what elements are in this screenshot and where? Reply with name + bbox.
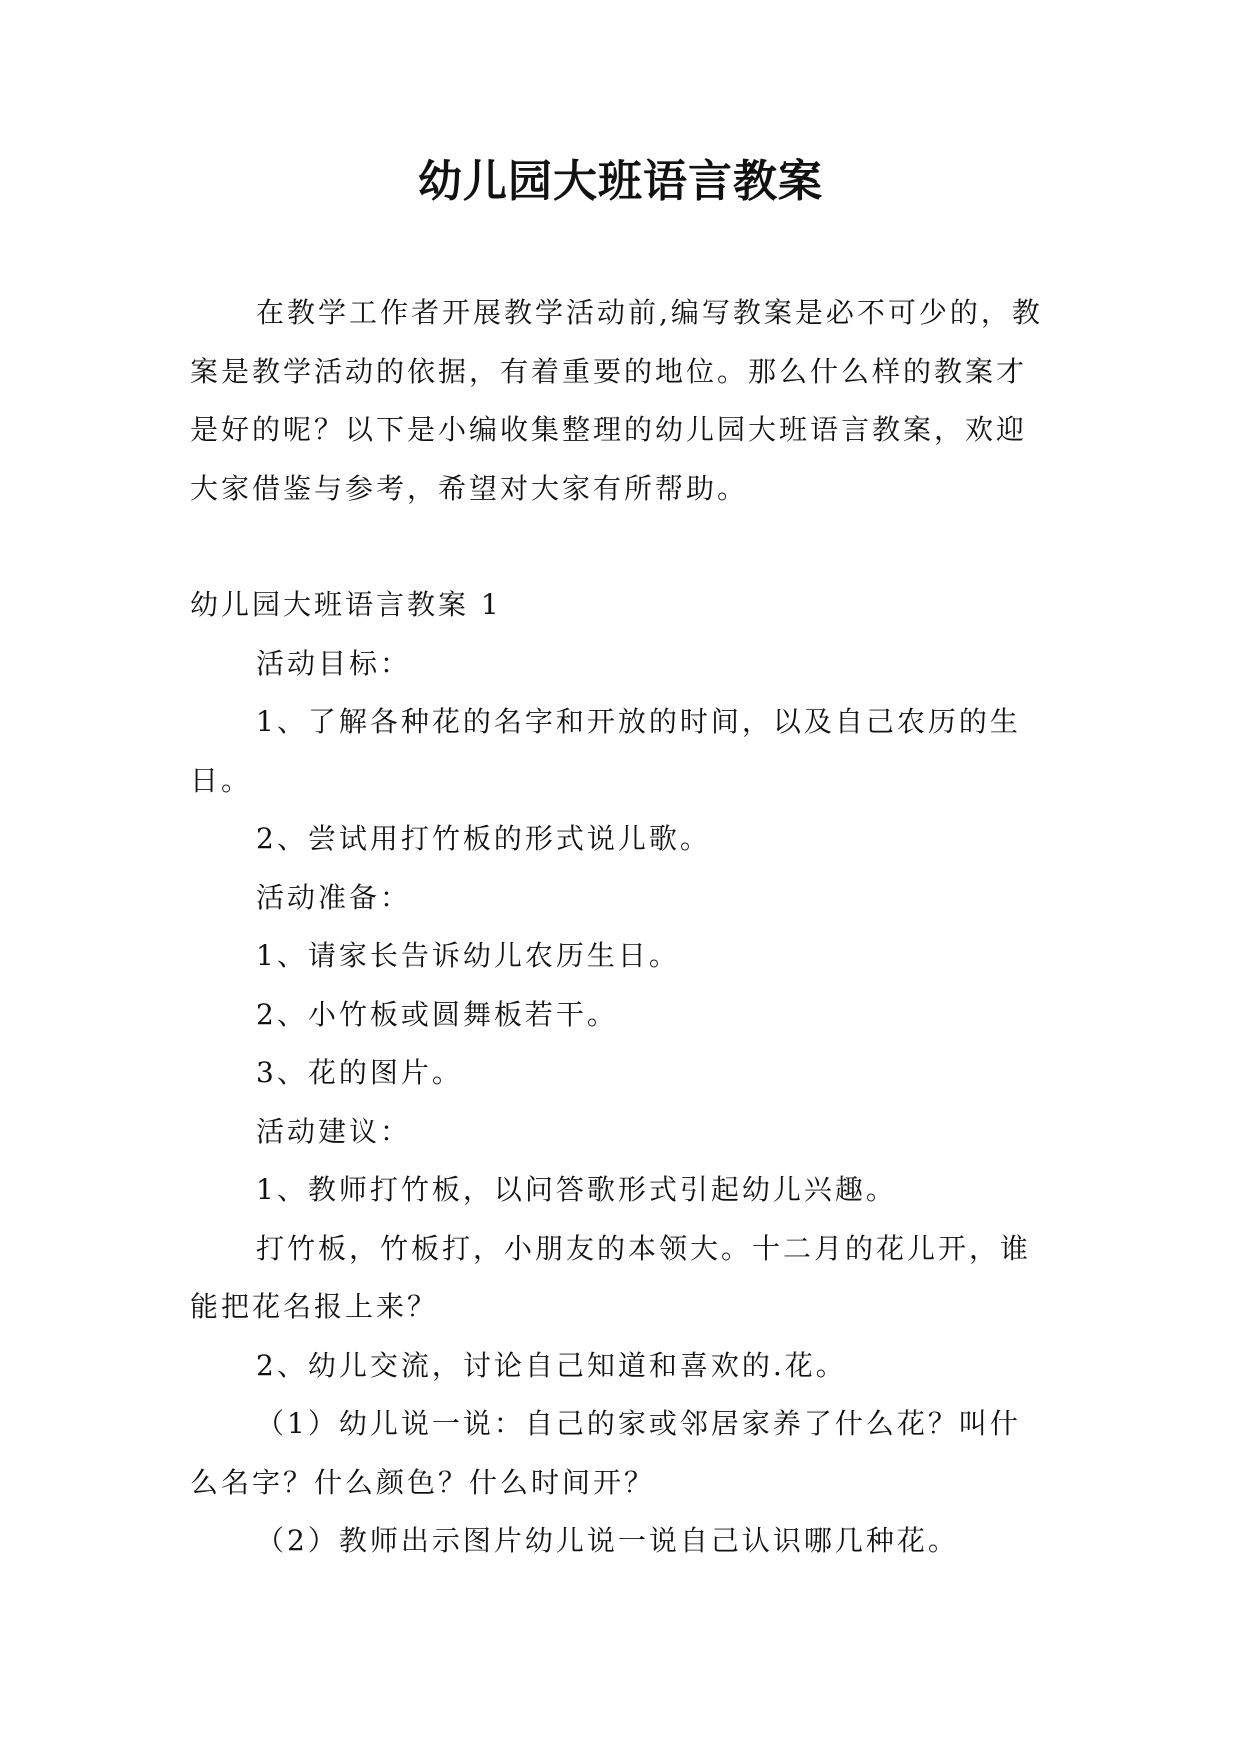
prep-item-1: 1、请家长告诉幼儿农历生日。 xyxy=(256,939,680,972)
prep-item-3: 3、花的图片。 xyxy=(256,1056,463,1089)
section-heading: 幼儿园大班语言教案 1 xyxy=(190,588,502,621)
activity-prep-heading: 活动准备： xyxy=(256,880,412,914)
activity-goals-heading: 活动目标： xyxy=(256,646,412,680)
goal-item-1: 1、了解各种花的名字和开放的时间，以及自己农历的生日。 xyxy=(190,705,1021,797)
suggestion-item-1: 1、教师打竹板，以问答歌形式引起幼儿兴趣。 xyxy=(256,1173,897,1206)
document-body xyxy=(190,284,1050,1571)
suggestion-item-2: 2、幼儿交流，讨论自己知道和喜欢的.花。 xyxy=(256,1348,847,1382)
activity-suggestions-heading: 活动建议： xyxy=(256,1114,412,1148)
goal-item-2: 2、尝试用打竹板的形式说儿歌。 xyxy=(256,822,711,855)
document-title: 幼儿园大班语言教案 xyxy=(418,156,823,207)
prep-item-2: 2、小竹板或圆舞板若干。 xyxy=(256,997,618,1031)
intro-paragraph: 在教学工作者开展教学活动前,编写教案是必不可少的，教案是教学活动的依据，有着重要的地位。那么什么样的教案才是好的呢？以下是小编收集整理的幼儿园大班语言教案，欢迎大家借鉴与参考，希望对大家有所帮助。 xyxy=(190,296,1043,505)
sub-item-1: （1）幼儿说一说：自己的家或邻居家养了什么花？叫什么名字？什么颜色？什么时间开？ xyxy=(190,1407,1021,1499)
rhyme-paragraph: 打竹板，竹板打，小朋友的本领大。十二月的花儿开，谁能把花名报上来？ xyxy=(190,1231,1032,1323)
sub-item-2: （2）教师出示图片幼儿说一说自己认识哪几种花。 xyxy=(256,1524,959,1557)
